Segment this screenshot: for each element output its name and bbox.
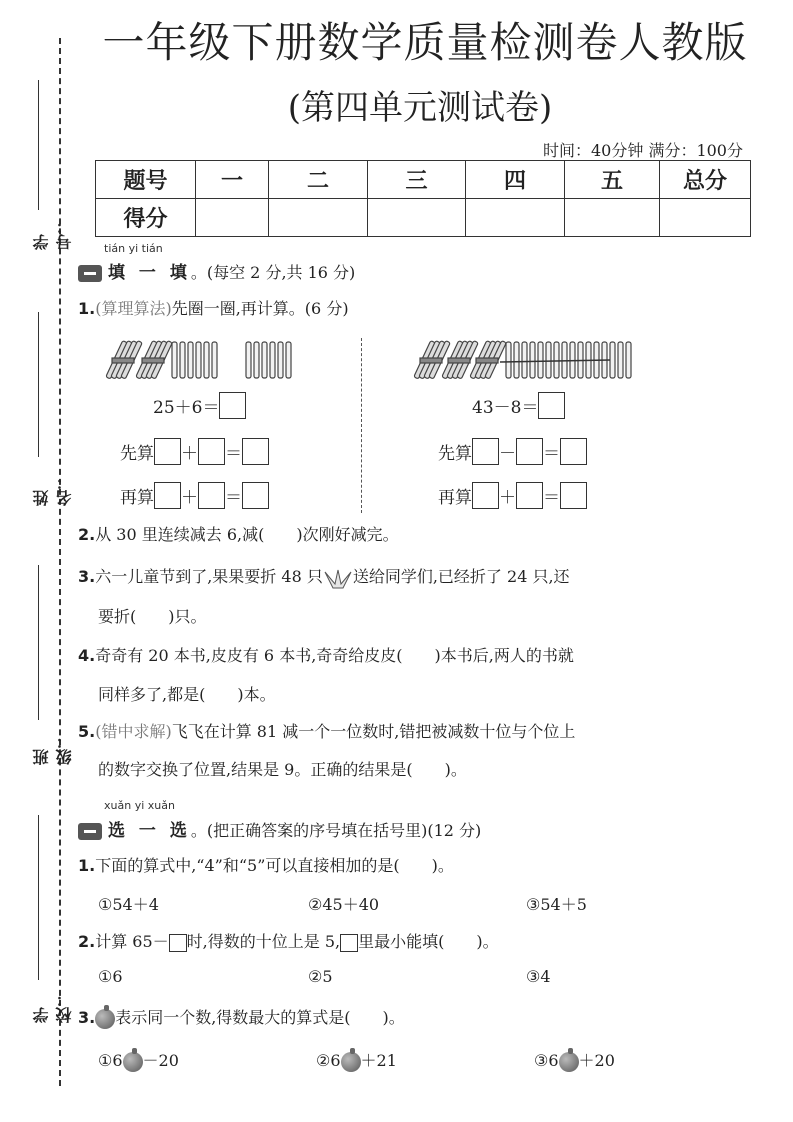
- table-cell: 五: [565, 161, 660, 199]
- question-number: 2.: [78, 525, 96, 544]
- answer-box[interactable]: [242, 482, 269, 509]
- score-input-cell[interactable]: [466, 199, 565, 237]
- question-number: 2.: [78, 932, 96, 951]
- option-suffix: ＋20: [578, 1051, 615, 1070]
- table-cell: 一: [196, 161, 269, 199]
- question-5-line2: 的数字交换了位置,结果是 9。正确的结果是( )。: [98, 760, 467, 779]
- paper-crane-icon: [323, 566, 353, 590]
- question-tag: (错中求解): [95, 722, 172, 741]
- option-suffix: －20: [142, 1051, 179, 1070]
- stick-bundle-icon: [136, 341, 172, 379]
- question-tag: (算理算法): [95, 299, 172, 318]
- score-table: [95, 160, 751, 237]
- option-3[interactable]: [534, 1048, 615, 1072]
- answer-box[interactable]: [219, 392, 246, 419]
- operator: ＋: [181, 488, 198, 508]
- operator: ＋: [499, 488, 516, 508]
- section2-pinyin: xuǎn yi xuǎn: [104, 799, 175, 812]
- question-number: 3.: [78, 567, 96, 586]
- question-4-line2: 同样多了,都是( )本。: [98, 685, 276, 704]
- equals: ＝: [225, 488, 242, 508]
- apple-icon: [95, 1009, 115, 1029]
- question-number: 5.: [78, 722, 96, 741]
- answer-box[interactable]: [242, 438, 269, 465]
- question-text: 先圈一圈,再计算。(6 分): [171, 299, 349, 318]
- bundles-sticks-illustration-right: [410, 338, 640, 384]
- bundles-sticks-illustration-left: [102, 338, 302, 384]
- question-text-b: 时,得数的十位上是 5,: [186, 932, 341, 951]
- column-divider: [361, 338, 362, 513]
- table-cell: 二: [269, 161, 368, 199]
- question-text: 计算 65－: [95, 932, 169, 951]
- equation-text: 25＋6＝: [153, 398, 220, 418]
- option-prefix: ①6: [98, 1051, 123, 1070]
- answer-box[interactable]: [516, 482, 543, 509]
- question-4: [78, 643, 574, 666]
- left-step1-equation: [120, 438, 269, 465]
- option-prefix: ③6: [534, 1051, 559, 1070]
- answer-box[interactable]: [198, 482, 225, 509]
- question-number: 4.: [78, 646, 96, 665]
- question-3-line2: 要折( )只。: [98, 607, 207, 626]
- single-sticks-icon: [172, 342, 291, 378]
- apple-icon: [559, 1052, 579, 1072]
- choice-question-2: [78, 929, 499, 952]
- score-input-cell[interactable]: [269, 199, 368, 237]
- score-input-cell[interactable]: [196, 199, 269, 237]
- equation-text: 43－8＝: [472, 398, 539, 418]
- step-label: 先算: [120, 444, 154, 464]
- operator: －: [499, 444, 516, 464]
- option-2[interactable]: ②5: [308, 967, 333, 986]
- answer-box[interactable]: [560, 482, 587, 509]
- option-2[interactable]: ②45＋40: [308, 895, 380, 914]
- apple-icon: [123, 1052, 143, 1072]
- section-one-badge-icon: [78, 265, 102, 282]
- equals: ＝: [543, 444, 560, 464]
- question-number: 1.: [78, 856, 96, 875]
- answer-box[interactable]: [198, 438, 225, 465]
- question-number: 3.: [78, 1008, 96, 1027]
- table-cell: 四: [466, 161, 565, 199]
- right-main-equation: [472, 392, 565, 419]
- question-text: 从 30 里连续减去 6,减( )次刚好减完。: [95, 525, 399, 544]
- option-suffix: ＋21: [360, 1051, 397, 1070]
- option-1[interactable]: ①54＋4: [98, 895, 159, 914]
- right-step1-equation: [438, 438, 587, 465]
- step-label: 再算: [438, 488, 472, 508]
- question-3: [78, 564, 570, 590]
- question-1: [78, 296, 349, 319]
- blank-box: [169, 934, 187, 952]
- answer-box[interactable]: [154, 482, 181, 509]
- question-text: 飞飞在计算 81 减一个一位数时,错把被减数十位与个位上: [171, 722, 576, 741]
- section2-header: [78, 816, 481, 841]
- score-input-cell[interactable]: [660, 199, 751, 237]
- apple-icon: [341, 1052, 361, 1072]
- answer-box[interactable]: [472, 438, 499, 465]
- section1-header: [78, 258, 355, 283]
- option-1[interactable]: [98, 1048, 179, 1072]
- question-text: 下面的算式中,“4”和“5”可以直接相加的是( )。: [95, 856, 454, 875]
- section-two-badge-icon: [78, 823, 102, 840]
- page-subtitle: (第四单元测试卷): [287, 88, 553, 128]
- step-label: 再算: [120, 488, 154, 508]
- single-sticks-icon: [506, 342, 631, 378]
- question-text-c: 里最小能填( )。: [358, 932, 499, 951]
- answer-box[interactable]: [560, 438, 587, 465]
- answer-box[interactable]: [516, 438, 543, 465]
- left-step2-equation: [120, 482, 269, 509]
- section1-title: 填 一 填: [108, 263, 191, 283]
- option-2[interactable]: [316, 1048, 397, 1072]
- step-label: 先算: [438, 444, 472, 464]
- question-text-cont: 送给同学们,已经折了 24 只,还: [352, 567, 570, 586]
- question-text: 表示同一个数,得数最大的算式是( )。: [115, 1008, 405, 1027]
- table-cell: 三: [368, 161, 466, 199]
- choice-question-1: [78, 853, 454, 876]
- score-table-header-row: [96, 161, 751, 199]
- option-3[interactable]: ③54＋5: [526, 895, 587, 914]
- option-prefix: ②6: [316, 1051, 341, 1070]
- equals: ＝: [543, 488, 560, 508]
- page-title: 一年级下册数学质量检测卷人教版: [102, 18, 748, 66]
- question-text: 奇奇有 20 本书,皮皮有 6 本书,奇奇给皮皮( )本书后,两人的书就: [95, 646, 574, 665]
- question-5: [78, 719, 575, 742]
- table-cell: 总分: [660, 161, 751, 199]
- option-3[interactable]: ③4: [526, 967, 551, 986]
- answer-box[interactable]: [472, 482, 499, 509]
- section1-note: 。(每空 2 分,共 16 分): [190, 263, 356, 282]
- binding-dashed-line: [59, 38, 61, 1086]
- section2-note: 。(把正确答案的序号填在括号里)(12 分): [190, 821, 482, 840]
- time-score-info: 时间：40分钟 满分：100分: [543, 141, 743, 160]
- equals: ＝: [225, 444, 242, 464]
- table-cell: 得分: [96, 199, 196, 237]
- question-text: 六一儿童节到了,果果要折 48 只: [95, 567, 323, 586]
- table-cell: 题号: [96, 161, 196, 199]
- score-input-cell[interactable]: [368, 199, 466, 237]
- operator: ＋: [181, 444, 198, 464]
- answer-box[interactable]: [538, 392, 565, 419]
- answer-box[interactable]: [154, 438, 181, 465]
- section2-title: 选 一 选: [108, 821, 191, 841]
- question-2: [78, 522, 399, 545]
- blank-box: [340, 934, 358, 952]
- stick-bundle-icon: [106, 341, 142, 379]
- score-table-score-row: [96, 199, 751, 237]
- section1-pinyin: tián yi tián: [104, 242, 163, 255]
- right-step2-equation: [438, 482, 587, 509]
- option-1[interactable]: ①6: [98, 967, 123, 986]
- score-input-cell[interactable]: [565, 199, 660, 237]
- choice-question-3: [78, 1005, 405, 1029]
- question-number: 1.: [78, 299, 96, 318]
- left-main-equation: [153, 392, 246, 419]
